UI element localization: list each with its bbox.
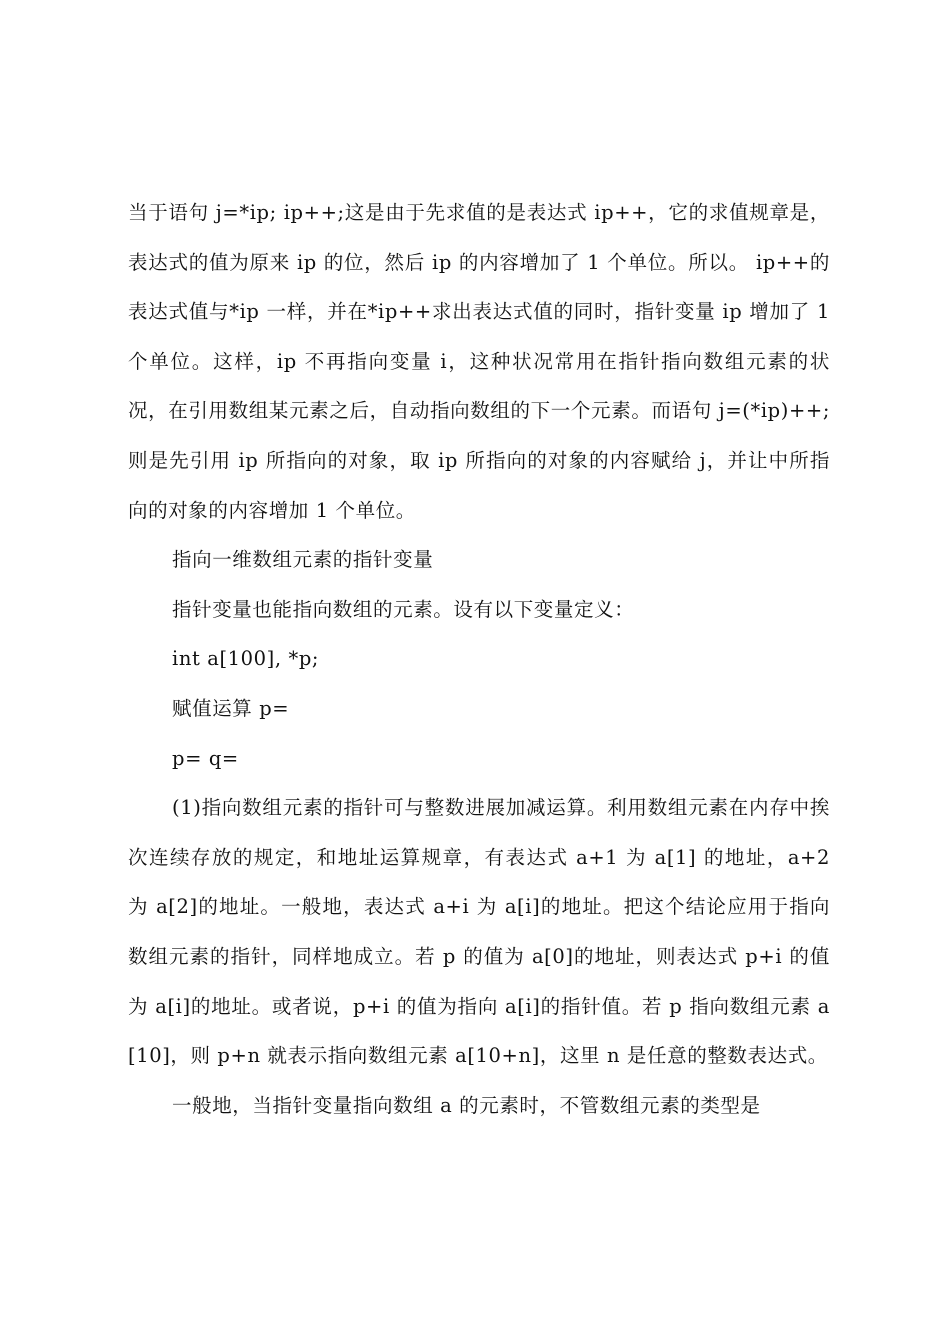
section-heading-pointer-to-array: 指向一维数组元素的指针变量 (172, 548, 434, 572)
paragraph-pointer-arithmetic: (1)指向数组元素的指针可与整数进展加减运算。利用数组元素在内存中挨次连续存放的规定，和地址运算规章，有表达式 a+1 为 a[1] 的地址，a+2 为 a[2]的地址。一般地，表达式 a+i 为 a[i]的地址。把这个结论应用于指向数组元素的指针，同样地成立。若 p 的值为 a[0]的地址，则表达式 p+i 的值为 a[i]的地址。或者说，p+i 的值为指向 a[i]的指针值。若 p 指向数组元素 a[10]，则 p+n 就表示指向数组元素 a[10+n]，这里 n 是任意的整数表达式。 (128, 796, 830, 1068)
paragraph-definition-intro: 指针变量也能指向数组的元素。设有以下变量定义： (172, 597, 635, 621)
paragraph-pointer-increment: 当于语句 j=*ip; ip++;这是由于先求值的是表达式 ip++，它的求值规章是，表达式的值为原来 ip 的位，然后 ip 的内容增加了 1 个单位。所以。 ip++的表达式值与*ip 一样，并在*ip++求出表达式值的同时，指针变量 ip 增加了 1 个单位。这样，ip 不再指向变量 i，这种状况常用在指针指向数组元素的状况，在引用数组某元素之后，自动指向数组的下一个元素。而语句 j=(*ip)++;则是先引用 ip 所指向的对象，取 ip 所指向的对象的内容赋给 j，并让中所指向的对象的内容增加 1 个单位。 (128, 201, 831, 522)
code-line-declaration: int a[100], *p; (172, 647, 320, 671)
document-body (128, 188, 830, 1130)
paragraph-assignment: 赋值运算 p= (172, 696, 290, 720)
code-line-assignments: p= q= (172, 746, 239, 770)
paragraph-general-case: 一般地，当指针变量指向数组 a 的元素时，不管数组元素的类型是 (172, 1093, 761, 1117)
